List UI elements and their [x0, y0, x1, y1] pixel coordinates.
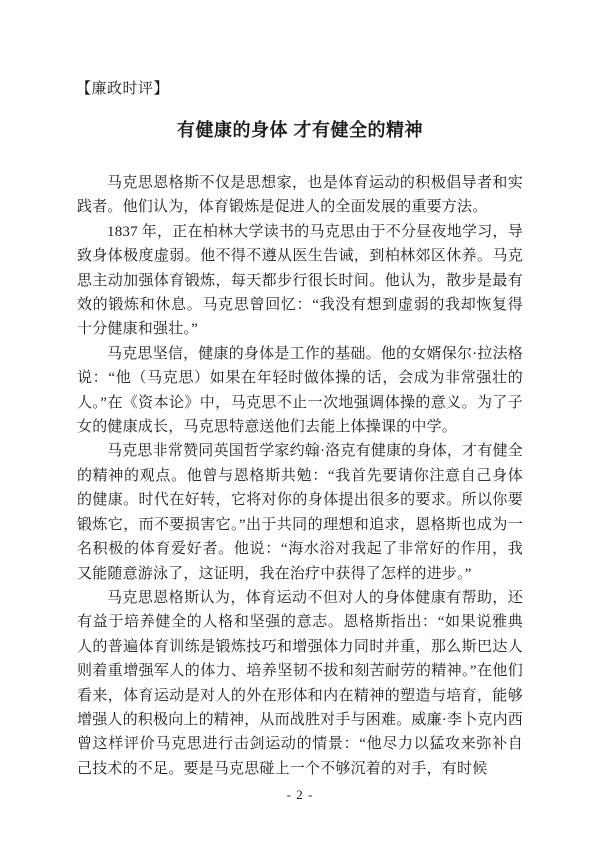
- document-body: [77, 171, 523, 781]
- body-paragraph: 马克思坚信，健康的身体是工作的基础。他的女婿保尔·拉法格说：“他（马克思）如果在年轻时做体操的话，会成为非常强壮的人。”在《资本论》中，马克思不止一次地强调体操的意义。为了子女的健康成长，马克思特意送他们去能上体操课的中学。: [77, 345, 523, 436]
- page-number: - 2 -: [286, 787, 314, 802]
- document-title: 有健康的身体 才有健全的精神: [177, 120, 423, 140]
- body-paragraph: 马克思恩格斯不仅是思想家，也是体育运动的积极倡导者和实践者。他们认为，体育锻炼是促进人的全面发展的重要方法。: [77, 175, 523, 216]
- body-paragraph: 1837 年，正在柏林大学读书的马克思由于不分昼夜地学习，导致身体极度虚弱。他不得不遵从医生告诫，到柏林郊区休养。马克思主动加强体育锻炼，每天都步行很长时间。他认为，散步是最有效的锻炼和休息。马克思曾回忆：“我没有想到虚弱的我却恢复得十分健康和强壮。”: [77, 223, 523, 338]
- body-paragraph: 马克思非常赞同英国哲学家约翰·洛克有健康的身体，才有健全的精神的观点。他曾与恩格斯共勉：“我首先要请你注意自己身体的健康。时代在好转，它将对你的身体提出很多的要求。所以你要锻炼它，而不要损害它。”出于共同的理想和追求，恩格斯也成为一名积极的体育爱好者。他说：“海水浴对我起了非常好的作用，我又能随意游泳了，这证明，我在治疗中获得了怎样的进步。”: [77, 443, 523, 582]
- body-paragraph: 马克思恩格斯认为，体育运动不但对人的身体健康有帮助，还有益于培养健全的人格和坚强的意志。恩格斯指出：“如果说雅典人的普遍体育训练是锻炼技巧和增强体力同时并重，那么斯巴达人则着重增强军人的体力、培养坚韧不拔和刻苦耐劳的精神。”在他们看来，体育运动是对人的外在形体和内在精神的塑造与培育，能够增强人的积极向上的精神，从而战胜对手与困难。威廉·李卜克内西曾这样评价马克思进行击剑运动的情景：“他尽力以猛攻来弥补自己技术的不足。要是马克思碰上一个不够沉着的对手，有时候: [77, 589, 523, 777]
- section-label: 【廉政时评】: [76, 81, 170, 97]
